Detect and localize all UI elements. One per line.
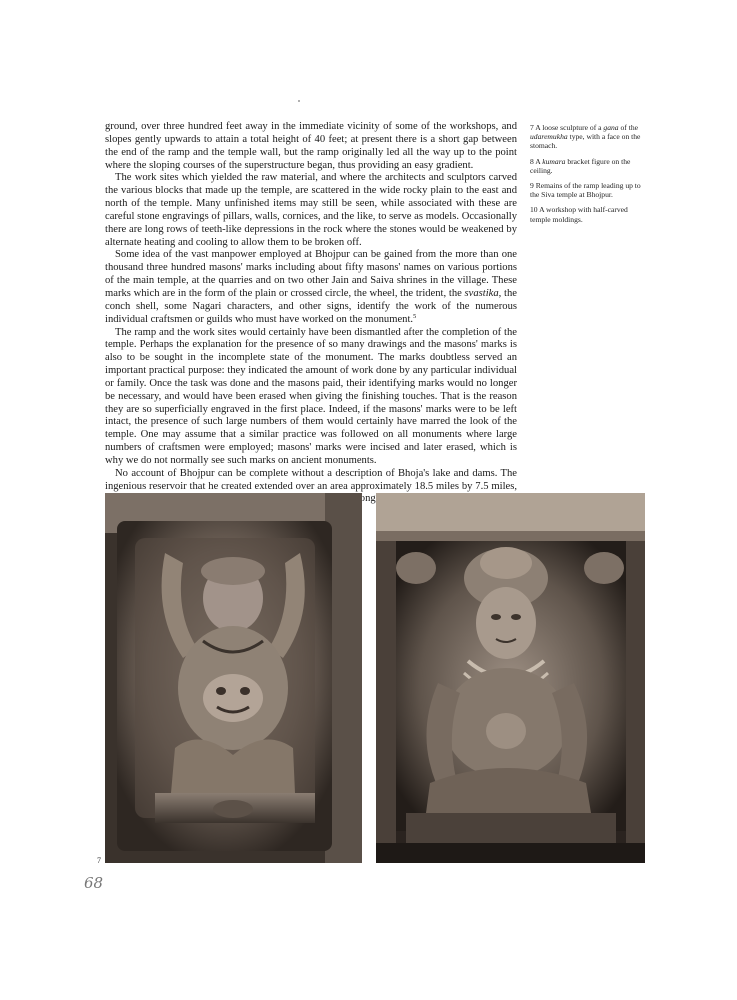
gana-sculpture-image xyxy=(105,493,362,863)
caption-8-text-b: bracket figure on the ceiling. xyxy=(530,156,631,175)
paragraph-3-lead: Some idea of the vast manpower employed at Bhojpur can be gained from the more than one thousand three hundred masons' marks including about fifty masons' names on various portions of the main temple, at the quarries and on two other Jain and Saiva shrines in the village. These marks which are in the form of the plain or crossed circle, the wheel, the trident, the xyxy=(105,249,517,299)
caption-7-text-a: 7 A loose sculpture of a xyxy=(530,123,604,132)
photo-gana-sculpture xyxy=(105,493,362,863)
paragraph-5: No account of Bhojpur can be complete without a description of Bhoja's lake and dams. The ingenious reservoir that he created extended over an area approximately 18.5 miles by 7.5 miles, along xyxy=(105,467,517,505)
body-text xyxy=(105,121,517,506)
figure-number: 7 xyxy=(97,856,101,865)
caption-7-italic-a: gana xyxy=(603,123,619,132)
photo-kumara-bracket xyxy=(376,493,645,863)
caption-8 xyxy=(530,157,650,175)
paragraph-3-italic: svastika, xyxy=(464,287,502,299)
caption-7-text-b: of the xyxy=(618,123,638,132)
caption-7-text-c: type, with a face on the stomach. xyxy=(530,132,641,151)
paragraph-3 xyxy=(105,249,517,326)
caption-10: 10 A workshop with half-carved temple moldings. xyxy=(530,205,628,224)
paragraph-4: The ramp and the work sites would certainly have been dismantled after the completion of the temple. Perhaps the explanation for the presence of so many drawings and the masons' marks is also to be sought in the incomplete state of the monument. The marks doubtless served an important practical purpose: they indicated the amount of work done by any particular individual or family. Once the task was done and the masons paid, their identifying marks would no longer be necessary, and would have been erased when giving the finishing touches. That is the reason they are so superficially engraved in the first place. Indeed, if the masons' marks were to be left intact, the presence of such large numbers of them would certainly have marred the look of the temple. One may assume that a similar practice was followed on all monuments where large numbers of craftsmen were employed; masons' marks were incised and later erased, which is why we do not normally see such marks on ancient monuments. xyxy=(105,326,517,466)
caption-9: 9 Remains of the ramp leading up to the Siva temple at Bhojpur. xyxy=(530,181,641,200)
caption-7-italic-b: udaremukha xyxy=(530,132,568,142)
caption-8-italic: kumara xyxy=(542,156,566,166)
footnote-marker: 5 xyxy=(413,312,417,320)
paragraph-3-rest: the conch shell, some Nagari characters, and other signs, identify the work of the numerous individual craftsmen or guilds who must have worked on the monument. xyxy=(105,287,517,325)
paragraph-2: The work sites which yielded the raw material, and where the architects and sculptors carved the various blocks that made up the temple, are scattered in the wide rocky plain to the east and north of the temple. Many unfinished items may still be seen, while associated with these are careful stone engravings of pillars, walls, cornices, and the like, to serve as models. Occasionally there are long rows of teeth-like depressions in the rock where the stones would be weakened by alternate heating and cooling to allow them to be broken off. xyxy=(105,172,517,248)
caption-7 xyxy=(530,123,650,151)
figure-captions xyxy=(530,123,650,230)
kumara-bracket-image xyxy=(376,493,645,863)
caption-8-text-a: 8 A xyxy=(530,156,543,166)
speck xyxy=(298,100,300,102)
page-number: 68 xyxy=(84,874,104,892)
paragraph-1: ground, over three hundred feet away in the immediate vicinity of some of the workshops, and slopes gently upwards to attain a total height of 40 feet; at present there is a short gap between the end of the ramp and the temple wall, but the ramp originally led all the way up to the point where the sloping courses of the superstructure began, thus providing an easy gradient. xyxy=(105,121,517,171)
